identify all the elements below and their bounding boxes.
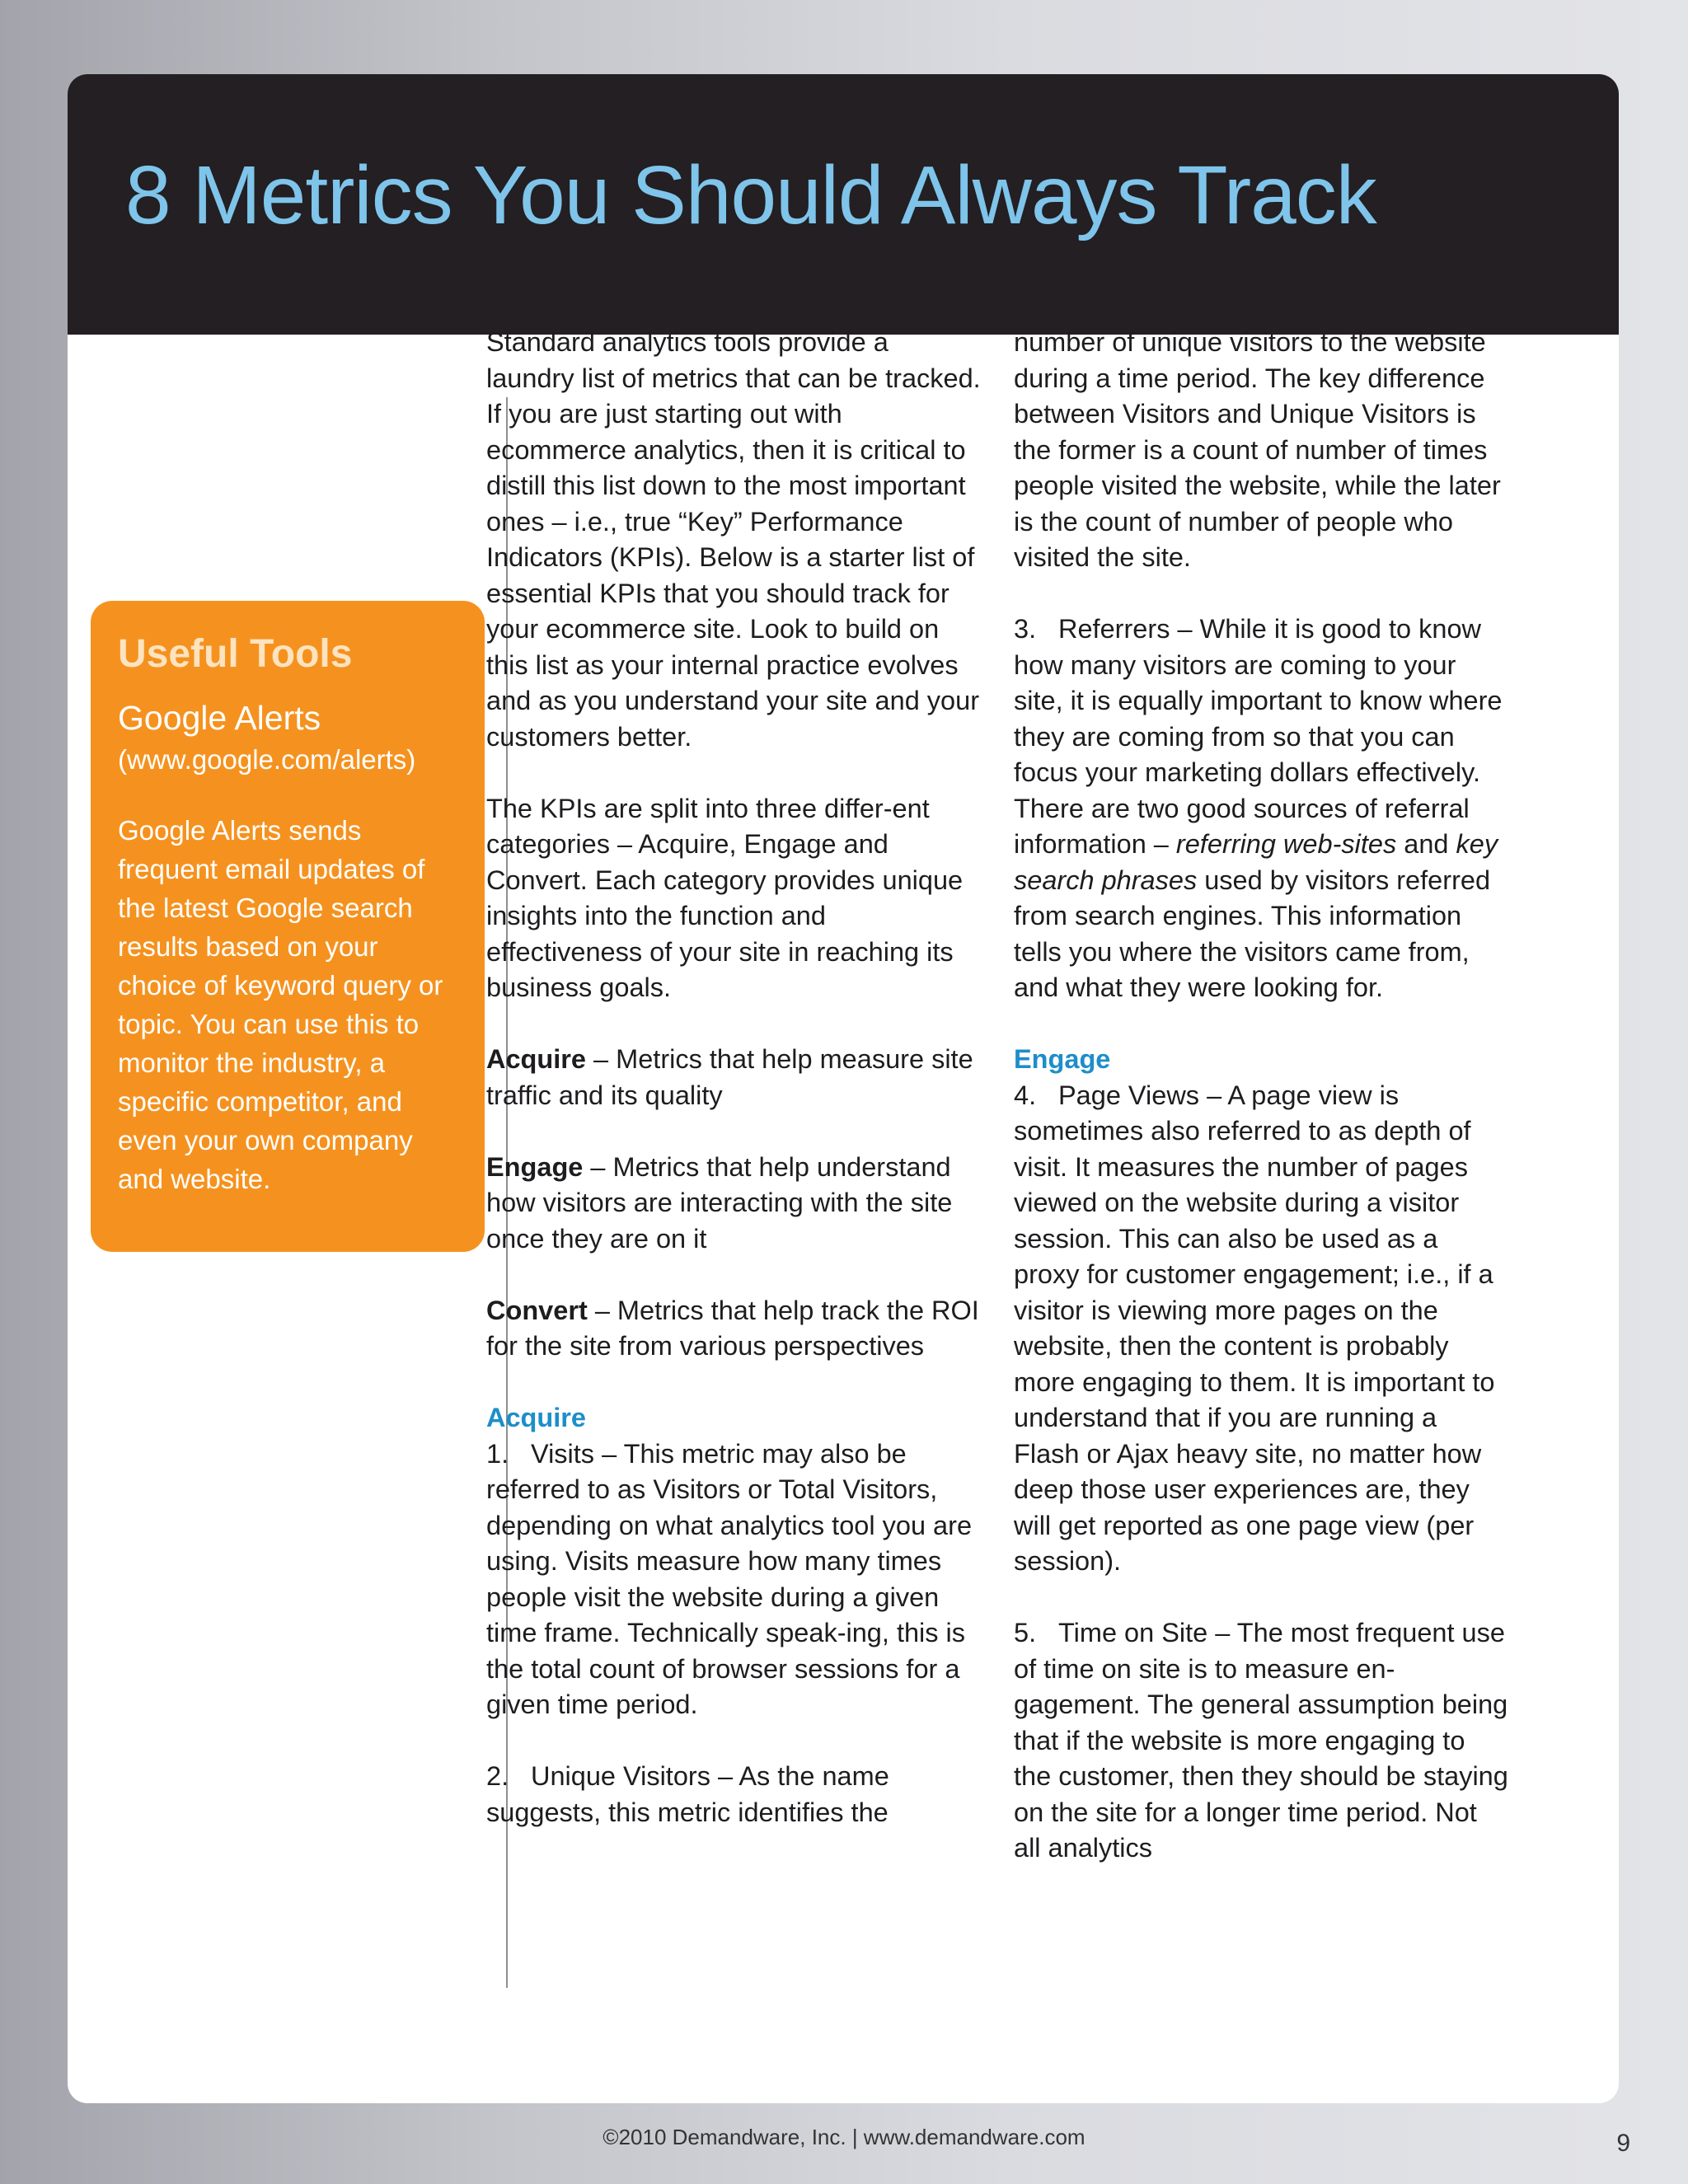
- referrers-text-c: used by visitors referred from search engines. This information tells you where the visitors came from, and what they were looking for.: [1014, 865, 1491, 1002]
- metric-referrers: [1014, 612, 1508, 1006]
- metric-number: 1.: [486, 1438, 509, 1469]
- metric-number: 3.: [1014, 614, 1037, 644]
- engage-definition: [486, 1150, 981, 1258]
- page-views-text: Page Views – A page view is sometimes also referred to as depth of visit. It measures the number of pages viewed on the website during a visitor session. This can also be used as a proxy for customer engagement; i.e., if a visitor is viewing more pages on the website, then the content is probably more engaging to them. It is important to understand that if you are running a Flash or Ajax heavy site, no matter how deep those user experiences are, they will get reported as one page view (per session).: [1014, 1080, 1495, 1576]
- metric-number: 4.: [1014, 1080, 1037, 1110]
- tool-name: Google Alerts: [118, 698, 321, 737]
- useful-tools-heading: Useful Tools: [118, 632, 353, 676]
- time-on-site-text: Time on Site – The most frequent use of time on site is to measure en-gagement. The general assumption being that if the website is more engaging to the customer, then they should be staying on the site for a longer time period. Not all analytics: [1014, 1618, 1508, 1863]
- metric-unique-visitors: [486, 1759, 981, 1830]
- metric-visits: [486, 1400, 981, 1723]
- header-band: [68, 74, 1619, 335]
- tool-description: Google Alerts sends frequent email updates of the latest Google search results based on your choice of keyword query or topic. You can use this to monitor the industry, a specific competitor, and even your own company and website.: [118, 815, 443, 1195]
- useful-tools-box: [91, 601, 485, 1252]
- metric-visits-text: Visits – This metric may also be referred to as Visitors or Total Visitors, depending on what analytics tool you are using. Visits measure how many times people visit the website during a given time frame. Technically speak-ing, this is the total count of browser sessions for a given time period.: [486, 1438, 973, 1719]
- engage-label: Engage: [486, 1151, 584, 1182]
- tool-url: (www.google.com/alerts): [118, 743, 416, 775]
- body-column-1: [486, 325, 981, 1830]
- acquire-label: Acquire: [486, 1044, 587, 1074]
- unique-visitors-continued: number of unique visitors to the website during a time period. The key difference between Visitors and Unique Visitors is the former is a count of number of times people visited the website, while the later is the count of number of people who visited the site.: [1014, 327, 1501, 572]
- acquire-definition: [486, 1042, 981, 1113]
- categories-paragraph: The KPIs are split into three differ-ent categories – Acquire, Engage and Convert. Each category provides unique insights into the function and effectiveness of your site in reaching its business goals.: [486, 793, 964, 1002]
- convert-label: Convert: [486, 1295, 588, 1325]
- metric-number: 2.: [486, 1761, 509, 1791]
- metric-unique-visitors-text: Unique Visitors – As the name suggests, this metric identifies the: [486, 1761, 889, 1827]
- convert-text: – Metrics that help track the ROI for the site from various perspectives: [486, 1295, 979, 1361]
- metric-number: 5.: [1014, 1618, 1037, 1647]
- intro-paragraph: Standard analytics tools provide a laundry list of metrics that can be tracked. If you are just starting out with ecommerce analytics, then it is critical to distill this list down to the most important ones – i.e., true “Key” Performance Indicators (KPIs). Below is a starter list of essential KPIs that you should track for your ecommerce site. Look to build on this list as your internal practice evolves and as you understand your site and your customers better.: [486, 327, 981, 752]
- page-title: 8 Metrics You Should Always Track: [125, 149, 1376, 241]
- convert-definition: [486, 1293, 981, 1365]
- footer-copyright: ©2010 Demandware, Inc. | www.demandware.com: [603, 2125, 1085, 2149]
- referrers-italic-2: key search phrases: [1014, 829, 1498, 895]
- metric-page-views: [1014, 1042, 1508, 1580]
- section-heading-acquire: Acquire: [486, 1403, 587, 1432]
- page-number: 9: [1616, 2130, 1630, 2157]
- referrers-text-a: Referrers – While it is good to know how many visitors are coming to your site, it is equally important to know where they are coming from so that you can focus your marketing dollars effectively. There are two good sources of referral information –: [1014, 614, 1503, 859]
- referrers-text-b: and: [1396, 829, 1456, 859]
- engage-text: – Metrics that help understand how visitors are interacting with the site once they are on it: [486, 1151, 953, 1254]
- acquire-text: – Metrics that help measure site traffic and its quality: [486, 1044, 973, 1110]
- section-heading-engage: Engage: [1014, 1044, 1111, 1074]
- metric-time-on-site: [1014, 1615, 1508, 1867]
- body-column-2: [1014, 325, 1508, 1867]
- referrers-italic-1: referring web-sites: [1175, 829, 1397, 859]
